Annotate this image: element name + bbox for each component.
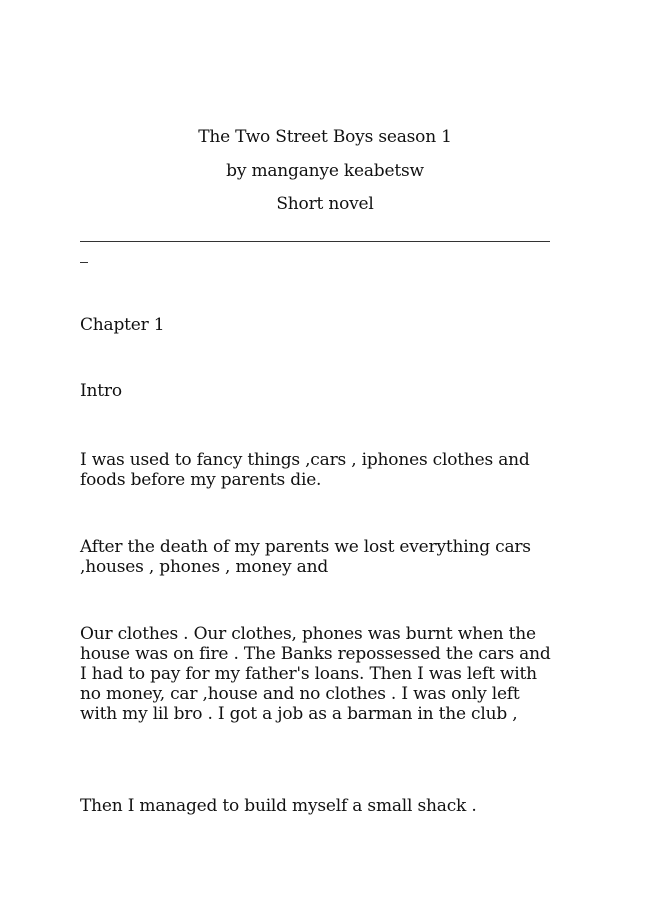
paragraph-text: I was used to fancy things ,cars , iphones clothes and foods before my parents die. — [80, 450, 530, 490]
paragraph — [80, 450, 555, 490]
paragraph — [80, 624, 555, 724]
paragraph — [80, 796, 555, 816]
author-byline: by manganye keabetsw — [226, 161, 424, 181]
paragraph-text: After the death of my parents we lost everything cars ,houses , phones , money and — [80, 537, 531, 577]
section-heading: Intro — [80, 381, 122, 401]
story-subtitle: Short novel — [276, 194, 374, 214]
chapter-label: Chapter 1 — [80, 315, 165, 335]
paragraph — [80, 537, 555, 577]
story-title: The Two Street Boys season 1 — [198, 127, 452, 147]
horizontal-divider — [80, 241, 550, 242]
paragraph-text: Our clothes . Our clothes, phones was burnt when the house was on fire . The Banks repossessed the cars and I had to pay for my father's loans. Then I was left with no money, car ,house and no clothes . I was only left with my lil bro . I got a job as a barman in the club , — [80, 624, 551, 724]
horizontal-divider-tail — [80, 262, 88, 263]
paragraph-text: Then I managed to build myself a small shack . — [80, 796, 477, 816]
